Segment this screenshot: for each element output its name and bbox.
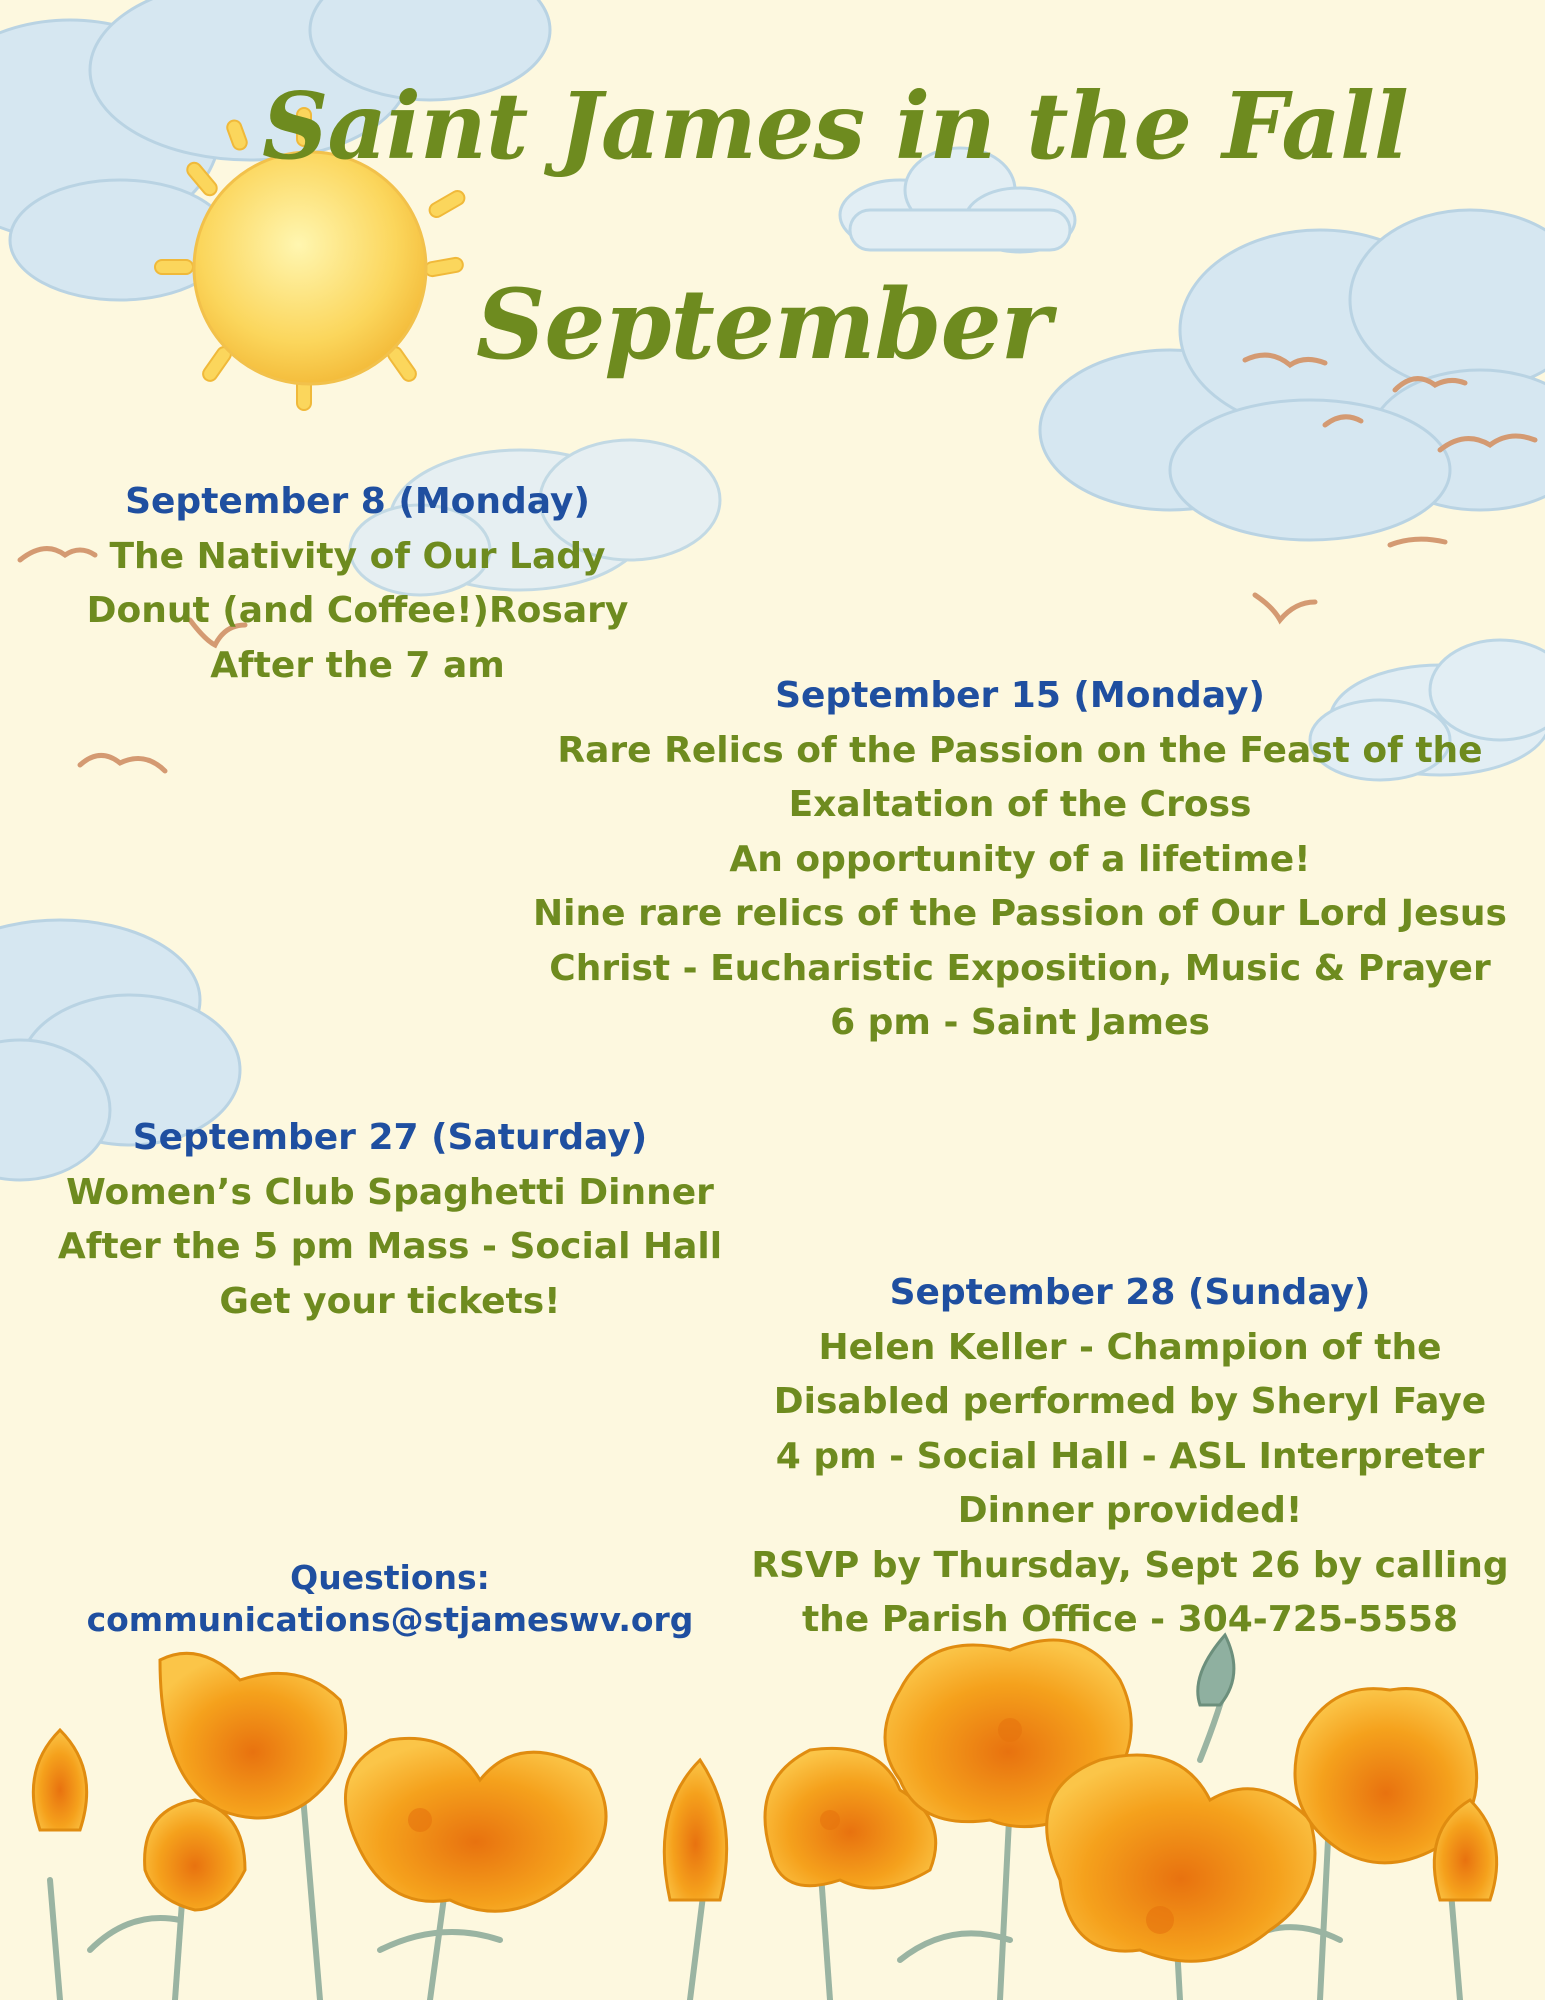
page-title: Saint James in the Fall bbox=[262, 72, 1408, 180]
event-date: September 28 (Sunday) bbox=[889, 1272, 1371, 1313]
event-line: RSVP by Thursday, Sept 26 by calling bbox=[751, 1544, 1509, 1586]
month-heading: September bbox=[476, 268, 1051, 381]
event-line: An opportunity of a lifetime! bbox=[729, 838, 1311, 880]
event-line: 4 pm - Social Hall - ASL Interpreter bbox=[775, 1435, 1485, 1477]
event-line: Women’s Club Spaghetti Dinner bbox=[66, 1171, 714, 1213]
poppy-flowers bbox=[33, 1635, 1496, 2000]
event-block bbox=[40, 1111, 740, 1329]
event-line: Get your tickets! bbox=[219, 1280, 561, 1322]
event-line: Disabled performed by Sheryl Faye bbox=[773, 1381, 1487, 1422]
event-date: September 8 (Monday) bbox=[125, 481, 590, 522]
event-line: Exaltation of the Cross bbox=[788, 784, 1252, 825]
event-block bbox=[520, 669, 1520, 1051]
cloud-icon bbox=[1040, 210, 1545, 540]
event-line: Helen Keller - Champion of the bbox=[818, 1326, 1442, 1368]
event-line: The Nativity of Our Lady bbox=[109, 535, 606, 577]
event-line: After the 7 am bbox=[210, 644, 505, 686]
contact-block bbox=[40, 1557, 740, 1641]
event-date: September 27 (Saturday) bbox=[132, 1117, 648, 1158]
event-line: Donut (and Coffee!)Rosary bbox=[86, 590, 629, 631]
contact-email-link[interactable]: communications@stjameswv.org bbox=[86, 1600, 694, 1639]
event-block bbox=[60, 475, 655, 693]
event-line: After the 5 pm Mass - Social Hall bbox=[57, 1226, 723, 1267]
event-line: the Parish Office - 304-725-5558 bbox=[801, 1599, 1459, 1640]
event-line: Nine rare relics of the Passion of Our Lord Jesus bbox=[533, 893, 1507, 934]
event-line: Rare Relics of the Passion on the Feast of the bbox=[557, 729, 1483, 771]
event-line: Christ - Eucharistic Exposition, Music & Prayer bbox=[549, 947, 1491, 989]
event-date: September 15 (Monday) bbox=[775, 675, 1265, 716]
event-line: Dinner provided! bbox=[957, 1490, 1303, 1531]
contact-label: Questions: bbox=[290, 1558, 490, 1597]
event-line: 6 pm - Saint James bbox=[830, 1002, 1210, 1043]
event-block bbox=[730, 1266, 1530, 1648]
